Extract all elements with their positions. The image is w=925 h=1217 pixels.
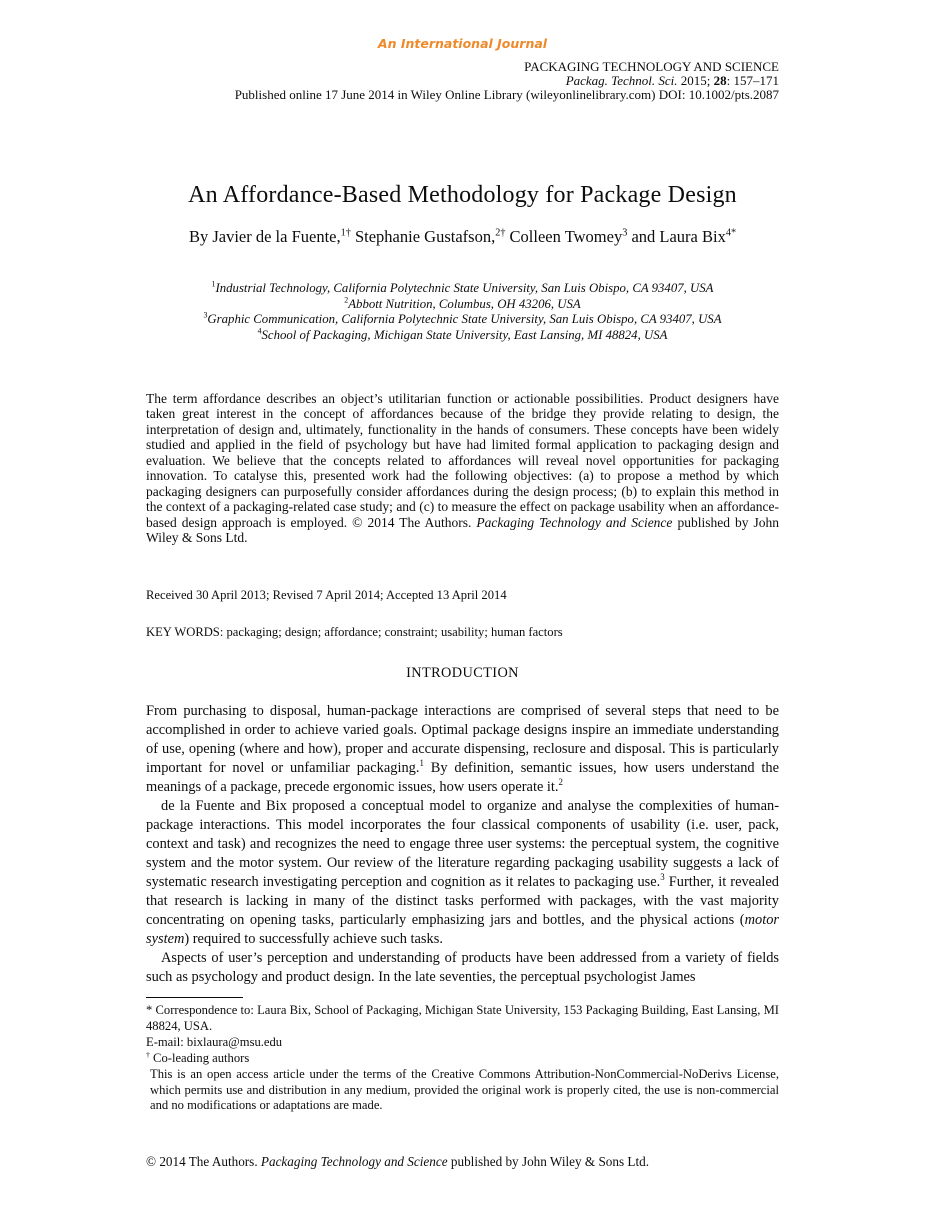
received-line: Received 30 April 2013; Revised 7 April 2014; Accepted 13 April 2014: [146, 588, 507, 602]
footnote-correspondence: * Correspondence to: Laura Bix, School of Packaging, Michigan State University, 153 Packaging Building, East Lansing, MI 48824, USA.: [146, 1003, 779, 1033]
body-text-block: [146, 702, 779, 987]
footnote-email: E-mail: bixlaura@msu.edu: [146, 1034, 283, 1049]
affiliation-text: Graphic Communication, California Polytechnic State University, San Luis Obispo, CA 93407, USA: [207, 312, 722, 327]
journal-header-block: [146, 60, 779, 103]
affiliation-text: Abbott Nutrition, Columbus, OH 43206, USA: [348, 296, 581, 311]
journal-name: PACKAGING TECHNOLOGY AND SCIENCE: [524, 59, 779, 74]
affiliations-block: [0, 281, 925, 344]
abstract-text: The term affordance describes an object’s utilitarian function or actionable possibilities. Product designers have taken great interest in the concept of affordances because of the bridge they provide relating to design, the interpretation of design and, ultimately, functionality in the hands of consumers. These concepts have been widely studied and applied in the field of psychology but have had limited formal application to packaging design and evaluation. We believe that the concepts related to affordances will reveal novel opportunities for packaging innovation. To catalyse this, presented work had the following objectives: (a) to propose a method by which packaging designers can purposefully consider affordances during the design process; (b) to explain this method in the context of a packaging-related case study; and (c) to measure the effect on package usability when an affordance-based design approach is employed. © 2014 The Authors. Packaging Technology and Science published by John Wiley & Sons Ltd.: [146, 391, 779, 546]
body-paragraph: Aspects of user’s perception and understanding of products have been addressed from a variety of fields such as psychology and product design. In the late seventies, the perceptual psychologist James: [146, 950, 779, 985]
authors-line: By Javier de la Fuente,$^{1\dagger}$ Stephanie Gustafson,$^{2\dagger}$ Colleen Twomey$^3$ and Laura Bix$^{4*}$: [188, 227, 737, 246]
citation-line: Packag. Technol. Sci. 2015; 28: 157–171: [565, 73, 779, 89]
footnote-divider: [146, 997, 243, 998]
affiliation-item: [0, 297, 925, 313]
article-title: An Affordance-Based Methodology for Package Design: [188, 182, 737, 209]
body-paragraph: de la Fuente and Bix proposed a conceptual model to organize and analyse the complexities of human-package interactions. This model incorporates the four classical components of usability (i.e. user, pack, context and task) and recognizes the need to engage three user systems: the perceptual system, the cognitive system and the motor system. Our review of the literature regarding packaging usability suggests a lack of systematic research investigating perception and cognition as it relates to packaging use.$^3$ Further, it revealed that research is lacking in many of the distinct tasks performed with packages, with the vast majority concentrating on opening tasks, particularly emphasizing jars and bottles, and the physical actions (motor system) required to successfully achieve such tasks.: [146, 798, 780, 947]
body-paragraph: From purchasing to disposal, human-package interactions are comprised of several steps that need to be accomplished in order to achieve varied goals. Optimal package designs inspire an immediate understanding of use, opening (where and how), proper and accurate dispensing, reclosure and disposal. This is particularly important for novel or unfamiliar packaging.$^1$ By definition, semantic issues, how users understand the meanings of a package, precede ergonomic issues, how users operate it.$^2$: [146, 703, 779, 795]
affiliation-item: [0, 281, 925, 297]
affiliation-number: 4: [257, 326, 262, 336]
affiliation-item: [0, 312, 925, 328]
footnotes-block: [146, 1003, 779, 1114]
affiliation-item: [0, 328, 925, 344]
keywords-line: KEY WORDS: packaging; design; affordance; constraint; usability; human factors: [146, 625, 563, 639]
journal-tagline: An International Journal: [377, 36, 548, 51]
affiliation-text: Industrial Technology, California Polytechnic State University, San Luis Obispo, CA 93407, USA: [215, 281, 714, 295]
affiliation-number: 2: [344, 295, 349, 305]
affiliation-text: School of Packaging, Michigan State University, East Lansing, MI 48824, USA: [261, 328, 668, 343]
footnote-coleading-authors: † Co-leading authors: [146, 1049, 250, 1065]
page-footer-copyright: © 2014 The Authors. Packaging Technology and Science published by John Wiley & Sons Ltd.: [146, 1154, 650, 1169]
footnote-license: This is an open access article under the terms of the Creative Commons Attribution-NonCommercial-NoDerivs License, which permits use and distribution in any medium, provided the original work is properly cited, the use is non-commercial and no modifications or adaptations are made.: [150, 1066, 779, 1113]
affiliation-number: 1: [211, 279, 216, 289]
affiliation-number: 3: [203, 311, 208, 321]
published-online-line: Published online 17 June 2014 in Wiley Online Library (wileyonlinelibrary.com) DOI: 10.1002/pts.2087: [234, 87, 779, 103]
section-heading-introduction: INTRODUCTION: [406, 665, 519, 681]
